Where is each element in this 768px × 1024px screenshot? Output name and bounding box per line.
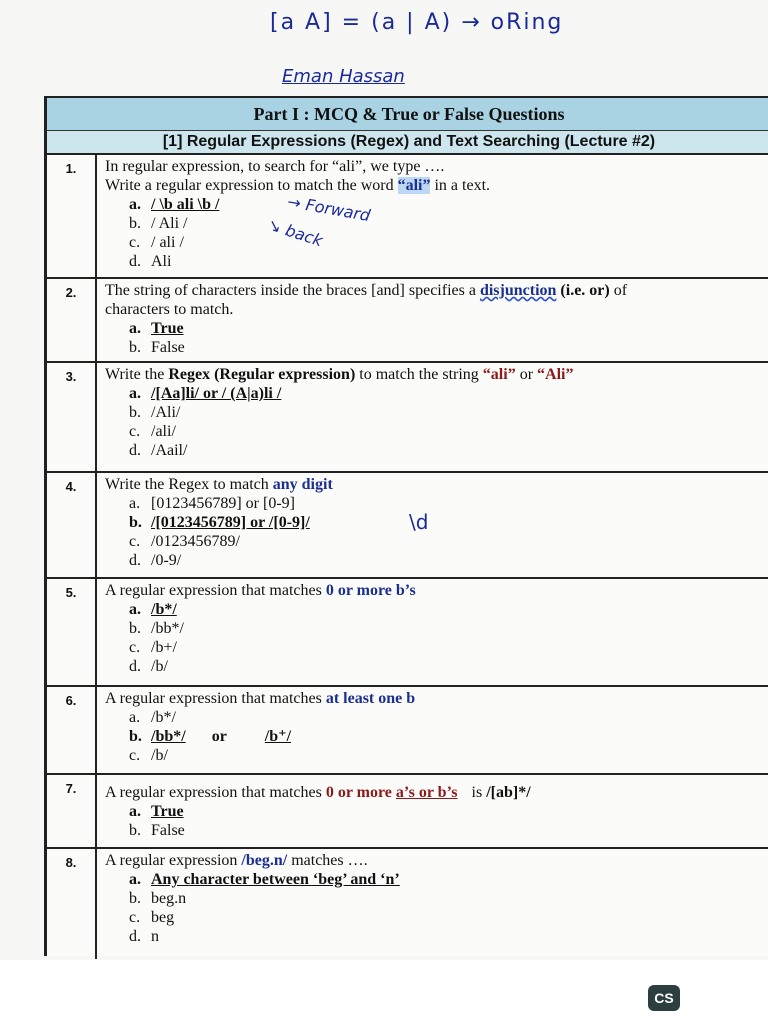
question-text: characters to match.	[105, 301, 234, 318]
question-text: Write the Regex (Regular expression) to match the string “ali” or “Ali”	[105, 366, 574, 383]
question-number: 1.	[47, 155, 97, 277]
question-number: 2.	[47, 279, 97, 361]
question-body	[97, 363, 768, 471]
question-1	[47, 155, 768, 279]
handwritten-note-forward: → Forward	[285, 191, 372, 226]
option-d: d. /b/	[129, 658, 168, 675]
highlighted-word: “ali”	[397, 177, 431, 194]
question-text: A regular expression that matches at least one b	[105, 690, 416, 707]
option-a: a. /b*/	[129, 601, 177, 618]
handwritten-title: [a A] = (a | A) → oRing	[270, 10, 564, 35]
option-a: a. / \b ali \b /	[129, 196, 220, 213]
option-a: a. Any character between ‘beg’ and ‘n’	[129, 871, 400, 888]
question-text: Write a regular expression to match the word “ali” in a text.	[105, 177, 491, 194]
option-a: a. [0123456789] or [0-9]	[129, 495, 295, 512]
option-c: c. beg	[129, 909, 175, 926]
option-b: b. / Ali /	[129, 215, 188, 232]
option-b: b. False	[129, 822, 185, 839]
question-number: 3.	[47, 363, 97, 471]
option-b: b. /bb*/	[129, 620, 184, 637]
question-8	[47, 849, 768, 959]
question-7	[47, 775, 768, 849]
question-body	[97, 279, 768, 361]
question-4	[47, 473, 768, 579]
option-b: b. /Ali/	[129, 404, 181, 421]
question-2	[47, 279, 768, 363]
option-b: b. beg.n	[129, 890, 187, 907]
camscanner-logo-icon: CS	[648, 985, 680, 1011]
question-body	[97, 775, 768, 847]
option-a: a. /b*/	[129, 709, 176, 726]
question-text: A regular expression that matches 0 or more a’s or b’s is /[ab]*/	[105, 784, 531, 801]
question-number: 6.	[47, 687, 97, 773]
option-a: a. True	[129, 320, 184, 337]
question-number: 4.	[47, 473, 97, 577]
section-header: [1] Regular Expressions (Regex) and Text Searching (Lecture #2)	[47, 131, 768, 155]
option-d: d. Ali	[129, 253, 172, 270]
question-6	[47, 687, 768, 775]
question-text: A regular expression that matches 0 or more b’s	[105, 582, 416, 599]
question-body	[97, 579, 768, 685]
option-b: b. /bb*/ or /b⁺/	[129, 728, 292, 745]
question-text: The string of characters inside the braces [and] specifies a disjunction (i.e. or) of	[105, 282, 628, 299]
option-a: a. True	[129, 803, 184, 820]
question-number: 5.	[47, 579, 97, 685]
question-body	[97, 473, 768, 577]
question-body	[97, 155, 768, 277]
option-b: b. /[0123456789] or /[0-9]/	[129, 514, 310, 531]
option-d: d. /0-9/	[129, 552, 182, 569]
question-5	[47, 579, 768, 687]
option-c: c. /ali/	[129, 423, 176, 440]
question-body	[97, 687, 768, 773]
keyword-disjunction: disjunction	[479, 282, 557, 299]
part-header: Part I : MCQ & True or False Questions	[47, 98, 768, 131]
question-3	[47, 363, 768, 473]
option-d: d. /Aail/	[129, 442, 188, 459]
option-b: b. False	[129, 339, 185, 356]
option-c: c. /b/	[129, 747, 168, 764]
handwritten-note-digit: \d	[409, 510, 429, 534]
option-c: c. / ali /	[129, 234, 184, 251]
option-c: c. /b+/	[129, 639, 177, 656]
handwritten-note-back: ↘ back	[265, 214, 326, 251]
question-text: In regular expression, to search for “ali”, we type ….	[105, 158, 445, 175]
option-a: a. /[Aa]li/ or / (A|a)li /	[129, 385, 282, 402]
author-signature: Eman Hassan	[282, 66, 405, 87]
question-number: 7.	[47, 775, 97, 847]
question-text: A regular expression /beg.n/ matches ….	[105, 852, 368, 869]
question-text: Write the Regex to match any digit	[105, 476, 333, 493]
option-c: c. /0123456789/	[129, 533, 240, 550]
exam-sheet	[44, 96, 768, 956]
option-d: d. n	[129, 928, 159, 945]
question-body	[97, 849, 768, 959]
question-number: 8.	[47, 849, 97, 959]
